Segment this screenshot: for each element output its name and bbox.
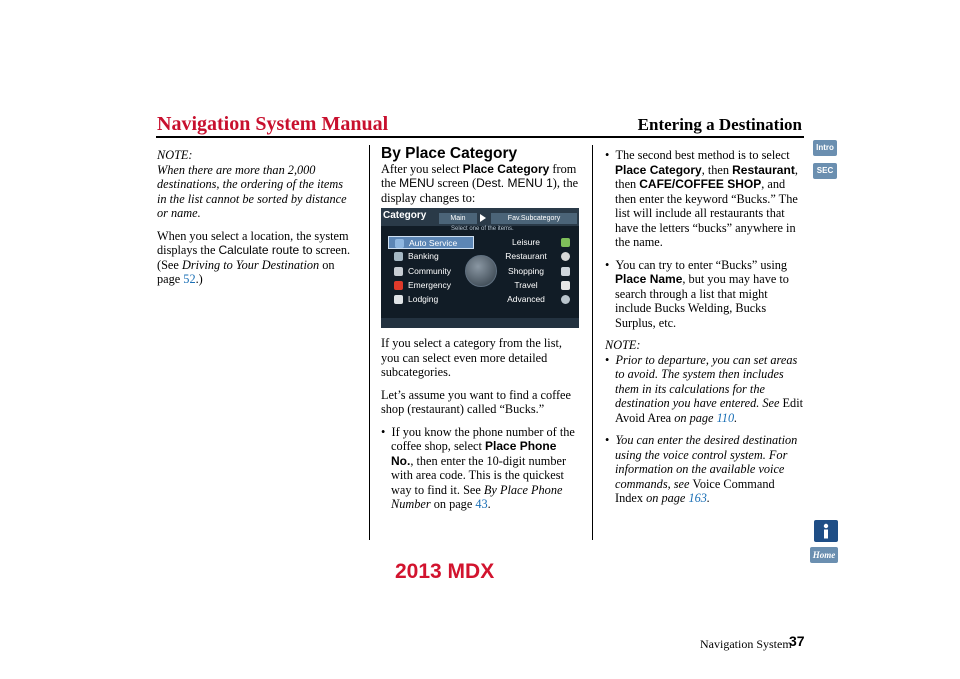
subcategories-paragraph: If you select a category from the list, you can select even more detailed subcategories. xyxy=(381,336,562,379)
play-arrow-icon xyxy=(480,214,486,222)
note-label: NOTE: xyxy=(157,148,193,162)
building-icon xyxy=(394,267,403,276)
info-button[interactable] xyxy=(814,520,838,542)
column-divider-1 xyxy=(369,145,370,540)
page-link-52[interactable]: 52 xyxy=(183,272,196,286)
tab-fav-subcategory[interactable]: Fav.Subcategory xyxy=(491,213,577,224)
item-restaurant[interactable]: Restaurant xyxy=(491,250,575,263)
item-lodging[interactable]: Lodging xyxy=(388,293,474,306)
item-shopping[interactable]: Shopping xyxy=(491,265,575,278)
header-rule xyxy=(156,136,804,138)
page-link-110[interactable]: 110 xyxy=(716,410,735,425)
bullet-phone-number: • If you know the phone number of the coffee shop, select Place Phone No., then enter the 10-digit number with area code. This is the quickest way to find it. See By Place Phone Number on page 43. xyxy=(381,424,575,511)
page-link-43[interactable]: 43 xyxy=(475,497,488,511)
note-label-right: NOTE: xyxy=(605,338,641,352)
item-community[interactable]: Community xyxy=(388,265,474,278)
item-travel[interactable]: Travel xyxy=(491,279,575,292)
place-category-paragraph: After you select Place Category from the MENU screen (Dest. MENU 1), the display changes to: xyxy=(381,161,579,205)
info-icon xyxy=(814,520,838,542)
footer-label: Navigation System xyxy=(700,637,792,651)
note-text: When there are more than 2,000 destinations, the ordering of the items in the list cannot be sorted by distance or name. xyxy=(157,162,347,220)
calculate-route-label: Calculate route to xyxy=(218,243,313,257)
model-watermark: 2013 MDX xyxy=(395,560,495,583)
column-middle xyxy=(381,147,579,205)
note-avoid-area: • Prior to departure, you can set areas to avoid. The system then includes them in its calculations for the destination you have entered. See Edit Avoid Area on page 110. xyxy=(605,352,804,425)
note-voice-control: • You can enter the desired destination using the voice control system. For information on the available voice commands, see Voice Command Index on page 163. xyxy=(605,433,798,505)
fork-knife-icon xyxy=(561,252,570,261)
selector-knob[interactable] xyxy=(465,255,497,287)
calculate-route-paragraph: When you select a location, the system displays the Calculate route to screen. (See Driving to Your Destination on page 52.) xyxy=(157,228,351,286)
leisure-icon xyxy=(561,238,570,247)
item-auto-service[interactable]: Auto Service xyxy=(388,236,474,249)
column-right xyxy=(605,148,805,506)
wrench-icon xyxy=(395,239,404,248)
item-emergency[interactable]: Emergency xyxy=(388,279,474,292)
intro-tab-button[interactable]: Intro xyxy=(813,140,837,156)
column-divider-2 xyxy=(592,145,593,540)
sec-tab-button[interactable]: SEC xyxy=(813,163,837,179)
tab-main[interactable]: Main xyxy=(439,213,477,224)
item-banking[interactable]: Banking xyxy=(388,250,474,263)
screen-footer-bar xyxy=(381,318,579,328)
section-heading: By Place Category xyxy=(381,145,518,162)
page-number: 37 xyxy=(789,633,805,649)
airplane-icon xyxy=(561,281,570,290)
category-screen xyxy=(381,208,579,328)
warning-icon xyxy=(394,281,403,290)
cart-icon xyxy=(561,267,570,276)
bed-icon xyxy=(394,295,403,304)
item-leisure[interactable]: Leisure xyxy=(491,236,575,249)
manual-title: Navigation System Manual xyxy=(157,113,389,135)
magnifier-icon xyxy=(561,295,570,304)
bank-icon xyxy=(394,252,403,261)
bullet-second-method: • The second best method is to select Place Category, then Restaurant, then CAFE/COFFEE SHOP, and then enter the keyword “Bucks.” The list will include all restaurants that have the letters “bucks” anywhere in the name. xyxy=(605,148,798,249)
coffee-shop-paragraph: Let’s assume you want to find a coffee shop (restaurant) called “Bucks.” xyxy=(381,387,571,416)
home-button[interactable]: Home xyxy=(810,547,838,563)
column-middle-continued xyxy=(381,336,579,512)
bullet-place-name: • You can try to enter “Bucks” using Place Name, but you may have to search through a list that might include Bucks Welding, Bucks Surplus, etc. xyxy=(605,257,789,330)
item-advanced[interactable]: Advanced xyxy=(491,293,575,306)
section-title: Entering a Destination xyxy=(637,115,802,134)
screen-subtitle: Select one of the items. xyxy=(451,226,514,232)
page-link-163[interactable]: 163 xyxy=(688,491,707,505)
column-left xyxy=(157,148,355,287)
screen-category-title: Category xyxy=(383,210,427,221)
